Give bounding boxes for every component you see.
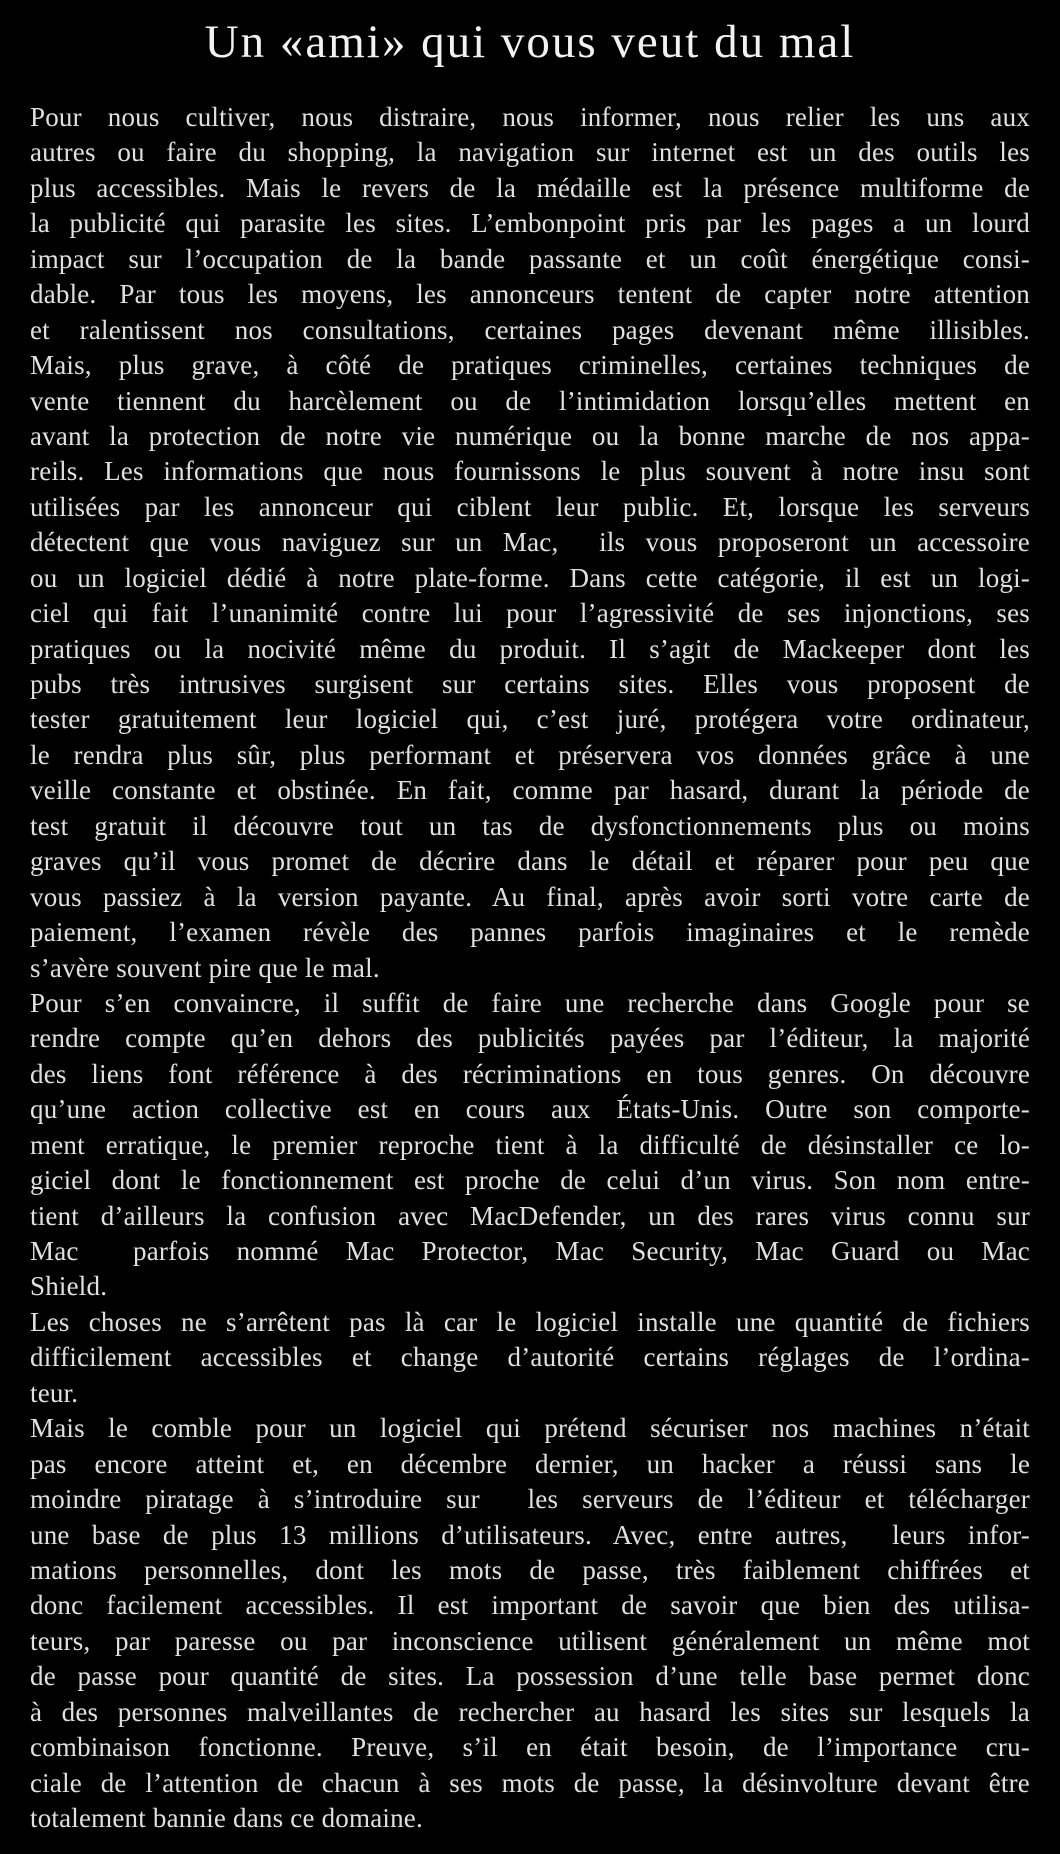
text-line: ou un logiciel dédié à notre plate-forme. Dans cette catégorie, il est un logi- <box>30 562 1030 593</box>
text-line: impact sur l’occupation de la bande passante et un coût énergétique consi- <box>30 243 1030 274</box>
text-line: pas encore atteint et, en décembre dernier, un hacker a réussi sans le <box>30 1448 1030 1479</box>
text-line: mations personnelles, dont les mots de passe, très faiblement chiffrées et <box>30 1554 1030 1585</box>
text-line: des liens font référence à des récriminations en tous genres. On découvre <box>30 1058 1030 1089</box>
text-line: Mais le comble pour un logiciel qui prétend sécuriser nos machines n’était <box>30 1413 1030 1444</box>
text-line: et ralentissent nos consultations, certaines pages devenant même illisibles. <box>30 314 1030 345</box>
text-line: autres ou faire du shopping, la navigation sur internet est un des outils les <box>30 137 1030 168</box>
text-line: ciale de l’attention de chacun à ses mots de passe, la désinvolture devant être <box>30 1767 1030 1798</box>
text-line: à des personnes malveillantes de rechercher au hasard les sites sur lesquels la <box>30 1696 1030 1727</box>
text-line: de passe pour quantité de sites. La possession d’une telle base permet donc <box>30 1661 1030 1692</box>
text-line: donc facilement accessibles. Il est important de savoir que bien des utilisa- <box>30 1590 1030 1621</box>
text-line: Pour nous cultiver, nous distraire, nous informer, nous relier les uns aux <box>30 102 1030 132</box>
text-line: utilisées par les annonceur qui ciblent leur public. Et, lorsque les serveurs <box>30 491 1030 522</box>
text-line: rendre compte qu’en dehors des publicités payées par l’éditeur, la majorité <box>30 1023 1030 1054</box>
text-line: le rendra plus sûr, plus performant et préservera vos données grâce à une <box>30 739 1030 770</box>
text-line: vous passiez à la version payante. Au final, après avoir sorti votre carte de <box>30 881 1030 912</box>
text-line: graves qu’il vous promet de décrire dans le détail et réparer pour peu que <box>30 846 1030 877</box>
text-line: Mais, plus grave, à côté de pratiques criminelles, certaines techniques de <box>30 350 1030 381</box>
text-line: qu’une action collective est en cours aux États-Unis. Outre son comporte- <box>30 1094 1030 1125</box>
text-line: moindre piratage à s’introduire sur les serveurs de l’éditeur et télécharger <box>30 1484 1030 1515</box>
text-line: teurs, par paresse ou par inconscience utilisent généralement un même mot <box>30 1625 1030 1656</box>
text-line: Mac parfois nommé Mac Protector, Mac Security, Mac Guard ou Mac <box>30 1236 1030 1266</box>
text-line: totalement bannie dans ce domaine. <box>30 1803 423 1833</box>
text-line: la publicité qui parasite les sites. L’embonpoint pris par les pages a un lourd <box>30 208 1030 239</box>
text-line: giciel dont le fonctionnement est proche de celui d’un virus. Son nom entre- <box>30 1165 1030 1196</box>
text-line: Les choses ne s’arrêtent pas là car le logiciel installe une quantité de fichiers <box>30 1306 1030 1337</box>
text-line: pubs très intrusives surgisent sur certains sites. Elles vous proposent de <box>30 669 1030 699</box>
text-line: veille constante et obstinée. En fait, comme par hasard, durant la période de <box>30 775 1030 806</box>
text-line: ment erratique, le premier reproche tient à la difficulté de désinstaller ce lo- <box>30 1129 1030 1160</box>
text-line: Pour s’en convaincre, il suffit de faire une recherche dans Google pour se <box>30 987 1030 1018</box>
text-line: reils. Les informations que nous fournissons le plus souvent à notre insu sont <box>30 456 1030 487</box>
text-line: détectent que vous naviguez sur un Mac, ils vous proposeront un accessoire <box>30 527 1030 558</box>
text-line: une base de plus 13 millions d’utilisateurs. Avec, entre autres, leurs infor- <box>30 1519 1030 1550</box>
text-line: tient d’ailleurs la confusion avec MacDefender, un des rares virus connu sur <box>30 1200 1030 1231</box>
text-line: difficilement accessibles et change d’autorité certains réglages de l’ordina- <box>30 1342 1030 1373</box>
text-line: plus accessibles. Mais le revers de la médaille est la présence multiforme de <box>30 172 1030 203</box>
text-line: dable. Par tous les moyens, les annonceurs tentent de capter notre attention <box>30 279 1030 310</box>
text-line: teur. <box>30 1377 79 1408</box>
text-line: ciel qui fait l’unanimité contre lui pour l’agressivité de ses injonctions, ses <box>30 598 1030 629</box>
text-line: tester gratuitement leur logiciel qui, c’est juré, protégera votre ordinateur, <box>30 704 1030 735</box>
text-line: Shield. <box>30 1271 108 1302</box>
text-line: paiement, l’examen révèle des pannes parfois imaginaires et le remède <box>30 917 1030 948</box>
text-line: pratiques ou la nocivité même du produit. Il s’agit de Mackeeper dont les <box>30 633 1030 664</box>
text-line: s’avère souvent pire que le mal. <box>30 952 380 983</box>
text-line: combinaison fonctionne. Preuve, s’il en était besoin, de l’importance cru- <box>30 1732 1030 1763</box>
text-line: avant la protection de notre vie numérique ou la bonne marche de nos appa- <box>30 420 1030 451</box>
article-title: Un «ami» qui vous veut du mal <box>204 16 856 68</box>
text-line: vente tiennent du harcèlement ou de l’intimidation lorsqu’elles mettent en <box>30 385 1030 416</box>
article-body <box>30 100 1030 1836</box>
text-line: test gratuit il découvre tout un tas de dysfonctionnements plus ou moins <box>30 810 1030 841</box>
